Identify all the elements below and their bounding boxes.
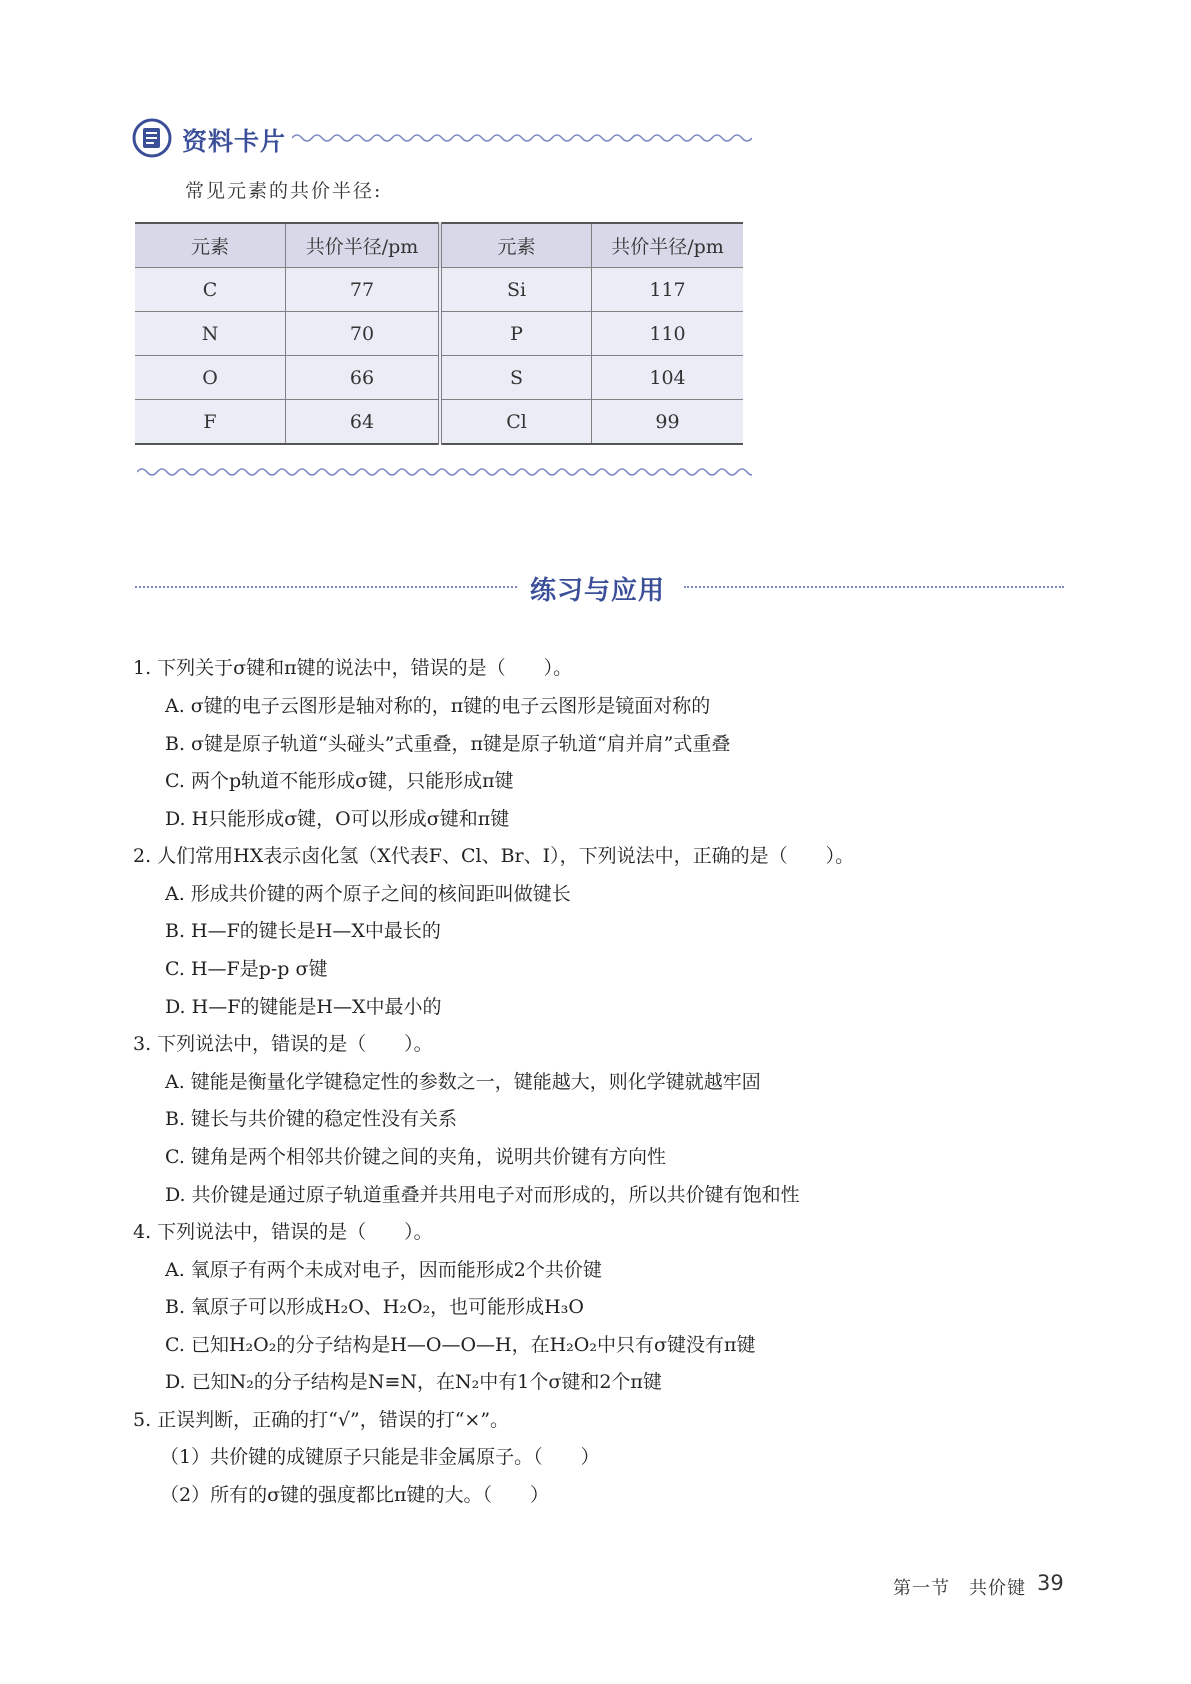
table-header-cell: 元素 — [440, 223, 592, 268]
question-4: 4. 下列说法中，错误的是（ ）。 — [133, 1221, 433, 1243]
table-cell: P — [440, 312, 592, 356]
question-1: 1. 下列关于σ键和π键的说法中，错误的是（ ）。 — [133, 657, 573, 679]
table-cell: 104 — [592, 356, 744, 400]
page-number: 39 — [1037, 1571, 1064, 1595]
table-cell: S — [440, 356, 592, 400]
table-header-cell: 元素 — [135, 223, 286, 268]
option-3c: C. 键角是两个相邻共价键之间的夹角，说明共价键有方向性 — [165, 1146, 666, 1168]
table-cell: Cl — [440, 400, 592, 445]
table-cell: Si — [440, 268, 592, 312]
exercise-title: 练习与应用 — [530, 576, 666, 606]
option-4d: D. 已知N₂的分子结构是N≡N，在N₂中有1个σ键和2个π键 — [165, 1371, 662, 1393]
dotted-rule-left — [135, 586, 517, 588]
table-row — [135, 312, 743, 356]
table-header-cell: 共价半径/pm — [592, 223, 744, 268]
option-3b: B. 键长与共价键的稳定性没有关系 — [165, 1108, 458, 1130]
option-1a: A. σ键的电子云图形是轴对称的，π键的电子云图形是镜面对称的 — [165, 695, 711, 717]
table-header-row — [135, 223, 743, 268]
subquestion-5-1: （1）共价键的成键原子只能是非金属原子。（ ） — [160, 1446, 600, 1468]
option-4a: A. 氧原子有两个未成对电子，因而能形成2个共价键 — [165, 1259, 602, 1281]
table-cell: N — [135, 312, 286, 356]
table-cell: F — [135, 400, 286, 445]
question-3: 3. 下列说法中，错误的是（ ）。 — [133, 1033, 433, 1055]
table-row — [135, 268, 743, 312]
card-title: 资料卡片 — [182, 127, 287, 156]
table-cell: C — [135, 268, 286, 312]
wavy-divider-bottom — [137, 465, 752, 479]
option-4c: C. 已知H₂O₂的分子结构是H—O—O—H，在H₂O₂中只有σ键没有π键 — [165, 1334, 756, 1356]
option-1b: B. σ键是原子轨道“头碰头”式重叠，π键是原子轨道“肩并肩”式重叠 — [165, 733, 731, 755]
table-cell: 77 — [286, 268, 441, 312]
table-row — [135, 356, 743, 400]
table-cell: 110 — [592, 312, 744, 356]
subquestion-5-2: （2）所有的σ键的强度都比π键的大。（ ） — [160, 1484, 550, 1506]
table-row — [135, 400, 743, 445]
wavy-divider-top — [292, 131, 752, 145]
table-cell: 70 — [286, 312, 441, 356]
option-4b: B. 氧原子可以形成H₂O、H₂O₂，也可能形成H₃O — [165, 1296, 584, 1318]
table-cell: 117 — [592, 268, 744, 312]
table-header-cell: 共价半径/pm — [286, 223, 441, 268]
option-2d: D. H—F的键能是H—X中最小的 — [165, 996, 442, 1018]
table-cell: 64 — [286, 400, 441, 445]
document-card-icon — [132, 118, 172, 158]
table-cell: 66 — [286, 356, 441, 400]
question-5: 5. 正误判断，正确的打“√”，错误的打“×”。 — [133, 1409, 510, 1431]
covalent-radius-table — [135, 222, 743, 445]
option-1d: D. H只能形成σ键，O可以形成σ键和π键 — [165, 808, 510, 830]
table-cell: 99 — [592, 400, 744, 445]
question-2: 2. 人们常用HX表示卤化氢（X代表F、Cl、Br、I），下列说法中，正确的是（ ）。 — [133, 845, 855, 867]
table-cell: O — [135, 356, 286, 400]
option-2c: C. H—F是p-p σ键 — [165, 958, 328, 980]
dotted-rule-right — [684, 586, 1064, 588]
option-3a: A. 键能是衡量化学键稳定性的参数之一，键能越大，则化学键就越牢固 — [165, 1071, 761, 1093]
card-intro: 常见元素的共价半径: — [185, 180, 383, 202]
option-3d: D. 共价键是通过原子轨道重叠并共用电子对而形成的，所以共价键有饱和性 — [165, 1184, 800, 1206]
option-1c: C. 两个p轨道不能形成σ键，只能形成π键 — [165, 770, 514, 792]
section-footer: 第一节 共价键 — [893, 1578, 1026, 1599]
option-2b: B. H—F的键长是H—X中最长的 — [165, 920, 441, 942]
option-2a: A. 形成共价键的两个原子之间的核间距叫做键长 — [165, 883, 571, 905]
